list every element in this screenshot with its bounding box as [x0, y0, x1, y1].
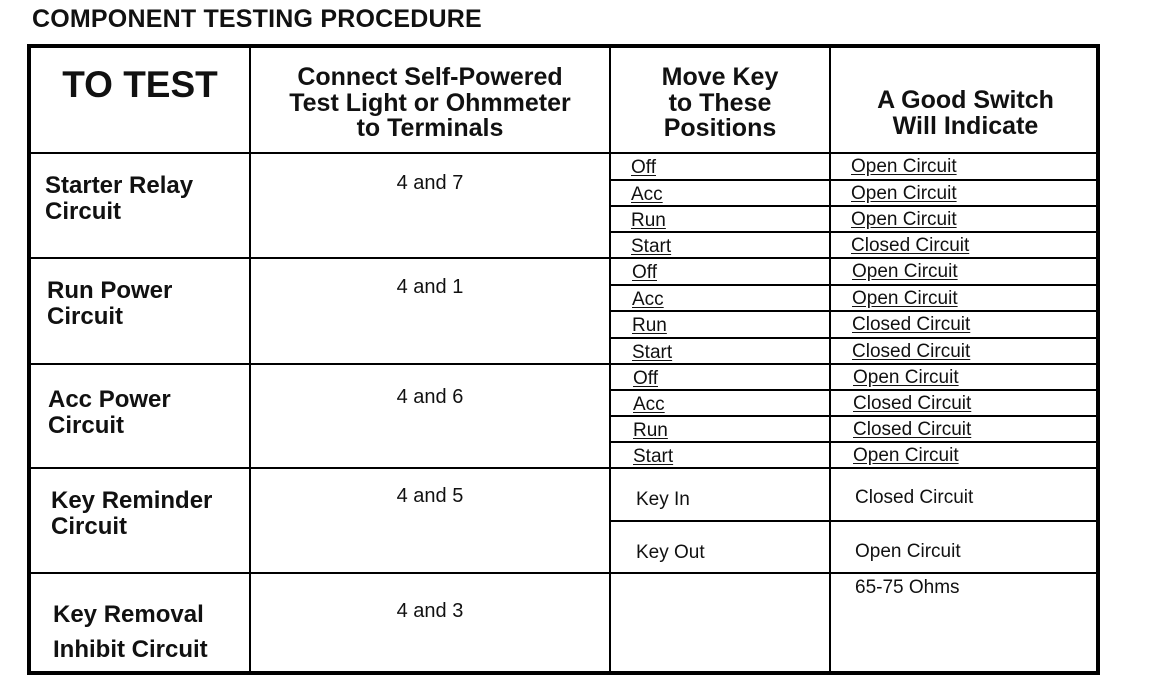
sub-row-divider — [609, 467, 1096, 469]
terminals-run-power: 4 and 1 — [396, 276, 464, 298]
header-good-switch: A Good Switch Will Indicate — [877, 86, 1054, 140]
terminals-key-removal-inhibit: 4 and 3 — [396, 600, 464, 622]
result: Open Circuit — [852, 288, 958, 309]
row-divider — [31, 257, 611, 259]
testing-table — [27, 44, 1100, 675]
component-run-power: Run Power Circuit — [47, 277, 173, 330]
position-off: Off — [632, 262, 657, 283]
position-acc: Acc — [633, 394, 665, 415]
position-acc: Acc — [631, 184, 663, 205]
position-key-in: Key In — [636, 489, 690, 510]
header-move-key: Move Key to These Positions — [661, 63, 779, 142]
sub-row-divider — [609, 520, 1096, 522]
result: Open Circuit — [851, 209, 957, 230]
sub-row-divider — [609, 231, 1096, 233]
result: Closed Circuit — [853, 419, 972, 440]
header-to-test: TO TEST — [62, 64, 218, 105]
position-acc: Acc — [632, 289, 664, 310]
position-key-out: Key Out — [636, 542, 705, 563]
row-divider — [31, 467, 611, 469]
sub-row-divider — [609, 179, 1096, 181]
result: Open Circuit — [855, 541, 961, 562]
column-divider — [829, 48, 831, 671]
terminals-acc-power: 4 and 6 — [396, 386, 464, 408]
sub-row-divider — [609, 284, 1096, 286]
result: Open Circuit — [852, 261, 958, 282]
position-start: Start — [633, 446, 674, 467]
sub-row-divider — [609, 363, 1096, 365]
sub-row-divider — [609, 257, 1096, 259]
sub-row-divider — [609, 415, 1096, 417]
sub-row-divider — [609, 337, 1096, 339]
page-title: COMPONENT TESTING PROCEDURE — [32, 5, 482, 33]
sub-row-divider — [609, 205, 1096, 207]
result: Open Circuit — [851, 183, 957, 204]
header-connect-terminals: Connect Self-Powered Test Light or Ohmmeter to Terminals — [289, 63, 571, 142]
position-run: Run — [631, 210, 666, 231]
component-starter-relay: Starter Relay Circuit — [45, 172, 194, 225]
header-divider — [31, 152, 1096, 154]
result: Closed Circuit — [853, 393, 972, 414]
result: Closed Circuit — [851, 235, 970, 256]
result: Closed Circuit — [852, 341, 971, 362]
result: Closed Circuit — [852, 314, 971, 335]
position-run: Run — [632, 315, 667, 336]
terminals-starter-relay: 4 and 7 — [396, 172, 464, 194]
result: 65-75 Ohms — [855, 577, 960, 598]
row-divider — [31, 363, 611, 365]
component-key-reminder: Key Reminder Circuit — [51, 487, 213, 540]
terminals-key-reminder: 4 and 5 — [396, 485, 464, 507]
position-off: Off — [631, 157, 656, 178]
component-key-removal-inhibit: Key Removal Inhibit Circuit — [53, 601, 208, 663]
sub-row-divider — [609, 389, 1096, 391]
result: Open Circuit — [853, 445, 959, 466]
result: Closed Circuit — [855, 487, 974, 508]
sub-row-divider — [609, 310, 1096, 312]
position-start: Start — [632, 342, 673, 363]
row-divider — [31, 572, 611, 574]
result: Open Circuit — [853, 367, 959, 388]
position-run: Run — [633, 420, 668, 441]
position-off: Off — [633, 368, 658, 389]
sub-row-divider — [609, 572, 1096, 574]
result: Open Circuit — [851, 156, 957, 177]
sub-row-divider — [609, 441, 1096, 443]
component-acc-power: Acc Power Circuit — [48, 386, 171, 439]
position-start: Start — [631, 236, 672, 257]
